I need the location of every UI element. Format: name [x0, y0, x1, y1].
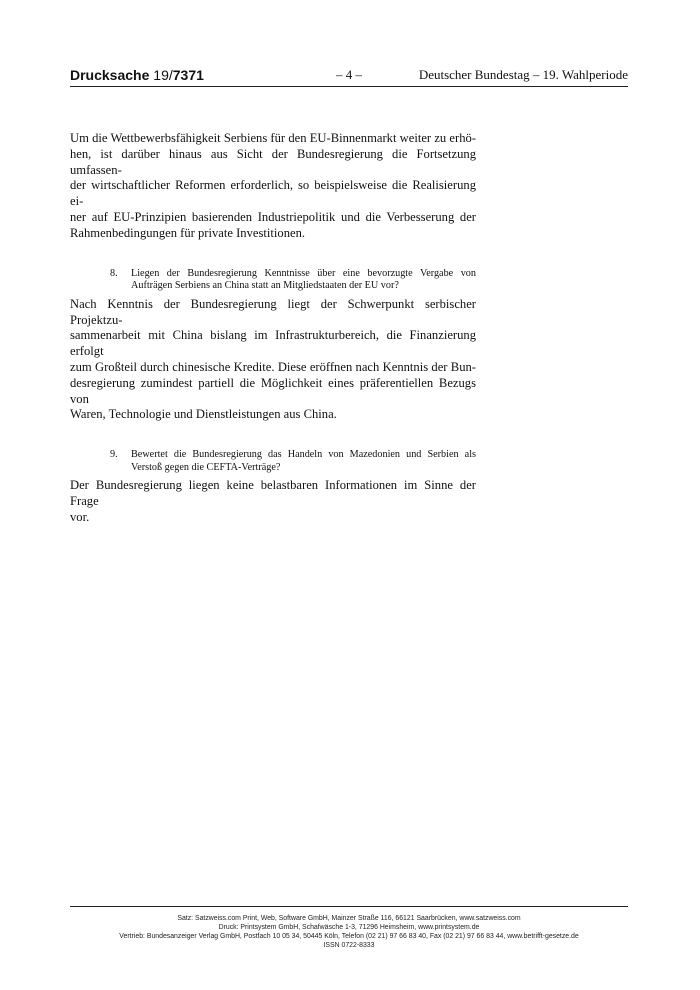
question-9	[70, 449, 476, 474]
doc-number-prefix: 19/	[153, 67, 173, 83]
footer-line: Satz: Satzweiss.com Print, Web, Software GmbH, Mainzer Straße 116, 66121 Saarbrücken, www.satzweiss.com	[177, 915, 521, 922]
text-line: Liegen der Bundesregierung Kenntnisse über eine bevorzugte Vergabe von	[131, 267, 476, 279]
intro-paragraph	[70, 131, 476, 242]
text-line: sammenarbeit mit China bislang im Infrastrukturbereich, die Finanzierung erfolgt	[70, 328, 476, 359]
answer-9	[70, 478, 476, 525]
footer-divider	[70, 906, 628, 907]
page-header	[70, 66, 628, 87]
publisher: Deutscher Bundestag – 19. Wahlperiode	[418, 67, 628, 82]
text-line: Rahmenbedingungen für private Investitionen.	[70, 225, 306, 240]
text-line: Der Bundesregierung liegen keine belastbaren Informationen im Sinne der Frage	[70, 478, 476, 509]
question-number: 9.	[110, 449, 118, 461]
text-line: Waren, Technologie und Dienstleistungen aus China.	[70, 407, 337, 422]
text-line: hen, ist darüber hinaus aus Sicht der Bundesregierung die Fortsetzung umfassen-	[70, 146, 476, 177]
page-number: – 4 –	[336, 67, 362, 82]
text-line: Aufträgen Serbiens an China statt an Mitgliedstaaten der EU vor?	[131, 280, 399, 292]
text-line: desregierung zumindest partiell die Möglichkeit eines präferentiellen Bezugs von	[70, 375, 476, 406]
answer-8	[70, 297, 476, 423]
text-line: Bewertet die Bundesregierung das Handeln von Mazedonien und Serbien als	[131, 449, 476, 461]
text-line: der wirtschaftlicher Reformen erforderlich, so beispielsweise die Realisierung ei-	[70, 178, 476, 209]
doc-number: 7371	[172, 67, 204, 83]
question-8	[70, 268, 476, 293]
footer-line: Druck: Printsystem GmbH, Schafwäsche 1-3, 71296 Heimsheim, www.printsystem.de	[218, 924, 480, 931]
text-line: ner auf EU-Prinzipien basierenden Industriepolitik und die Verbesserung der	[70, 209, 476, 224]
text-line: Nach Kenntnis der Bundesregierung liegt der Schwerpunkt serbischer Projektzu-	[70, 296, 476, 327]
question-text	[131, 449, 476, 474]
footer-line: Vertrieb: Bundesanzeiger Verlag GmbH, Postfach 10 05 34, 50445 Köln, Telefon (02 21) 97 66 83 40, Fax (02 21) 97 66 83 44, www.betrifft-gesetze.de	[119, 933, 579, 940]
text-line: Verstoß gegen die CEFTA-Verträge?	[131, 461, 281, 473]
page-body	[70, 131, 476, 526]
question-number: 8.	[110, 267, 118, 279]
doc-label: Drucksache	[70, 67, 150, 83]
page-footer	[70, 914, 628, 950]
question-text	[131, 268, 476, 293]
footer-line: ISSN 0722-8333	[323, 942, 375, 949]
text-line: zum Großteil durch chinesische Kredite. Diese eröffnen nach Kenntnis der Bun-	[70, 359, 476, 374]
text-line: Um die Wettbewerbsfähigkeit Serbiens für den EU-Binnenmarkt weiter zu erhö-	[70, 131, 476, 145]
text-line: vor.	[70, 509, 90, 524]
